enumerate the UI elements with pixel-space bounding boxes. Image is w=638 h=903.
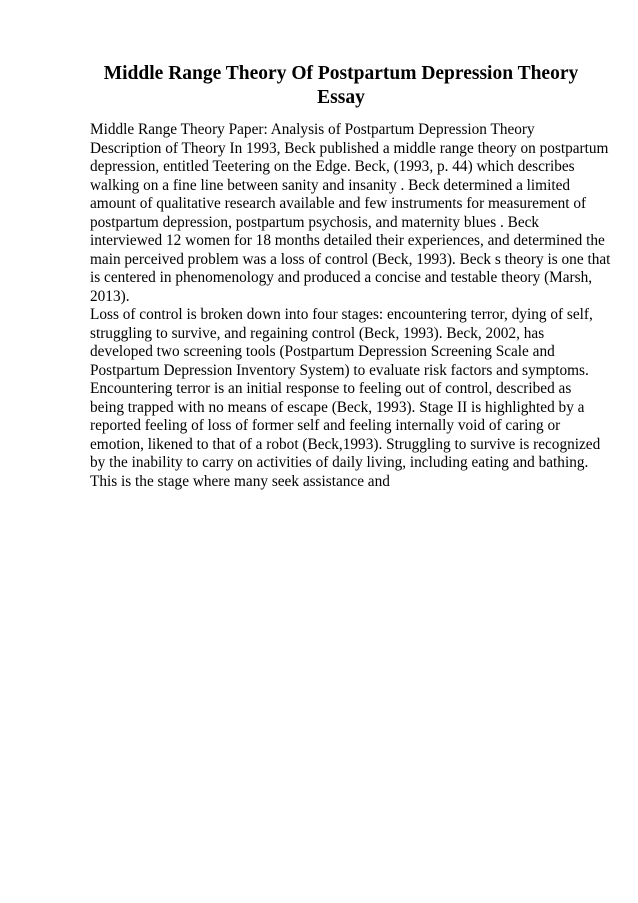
body-line: Loss of control is broken down into four stages: encountering terror, dying of self, xyxy=(90,306,593,323)
body-line: by the inability to carry on activities of daily living, including eating and bathing. xyxy=(90,454,589,471)
body-line: interviewed 12 women for 18 months detailed their experiences, and determined the xyxy=(90,232,605,249)
body-line: struggling to survive, and regaining control (Beck, 1993). Beck, 2002, has xyxy=(90,324,545,342)
body-line: reported feeling of loss of former self and feeling internally void of caring or xyxy=(90,417,561,434)
body-line: is centered in phenomenology and produced a concise and testable theory (Marsh, xyxy=(90,269,593,286)
body-line: amount of qualitative research available and few instruments for measurement of xyxy=(90,195,587,212)
body-line: postpartum depression, postpartum psychosis, and maternity blues . Beck xyxy=(90,213,540,231)
body-line: Postpartum Depression Inventory System) to evaluate risk factors and symptoms. xyxy=(90,361,589,379)
body-line: Middle Range Theory Paper: Analysis of Postpartum Depression Theory xyxy=(90,121,535,138)
body-line: walking on a fine line between sanity and insanity . Beck determined a limited xyxy=(90,176,571,194)
body-line: 2013). xyxy=(90,287,130,305)
body-line: Description of Theory In 1993, Beck published a middle range theory on postpartum xyxy=(90,139,609,157)
body-line: developed two screening tools (Postpartum Depression Screening Scale and xyxy=(90,343,555,360)
title-line: Essay xyxy=(317,87,365,108)
title-line: Middle Range Theory Of Postpartum Depression Theory xyxy=(103,63,579,84)
body-line: This is the stage where many seek assistance and xyxy=(90,472,390,490)
body-line: being trapped with no means of escape (Beck, 1993). Stage II is highlighted by a xyxy=(90,398,585,416)
body-line: depression, entitled Teetering on the Edge. Beck, (1993, p. 44) which describes xyxy=(90,158,575,175)
document-title xyxy=(86,62,596,110)
body-line: main perceived problem was a loss of control (Beck, 1993). Beck s theory is one that xyxy=(90,250,611,268)
body-line: emotion, likened to that of a robot (Beck,1993). Struggling to survive is recognized xyxy=(90,435,601,453)
document-body xyxy=(90,121,611,491)
body-line: Encountering terror is an initial response to feeling out of control, described as xyxy=(90,380,572,397)
